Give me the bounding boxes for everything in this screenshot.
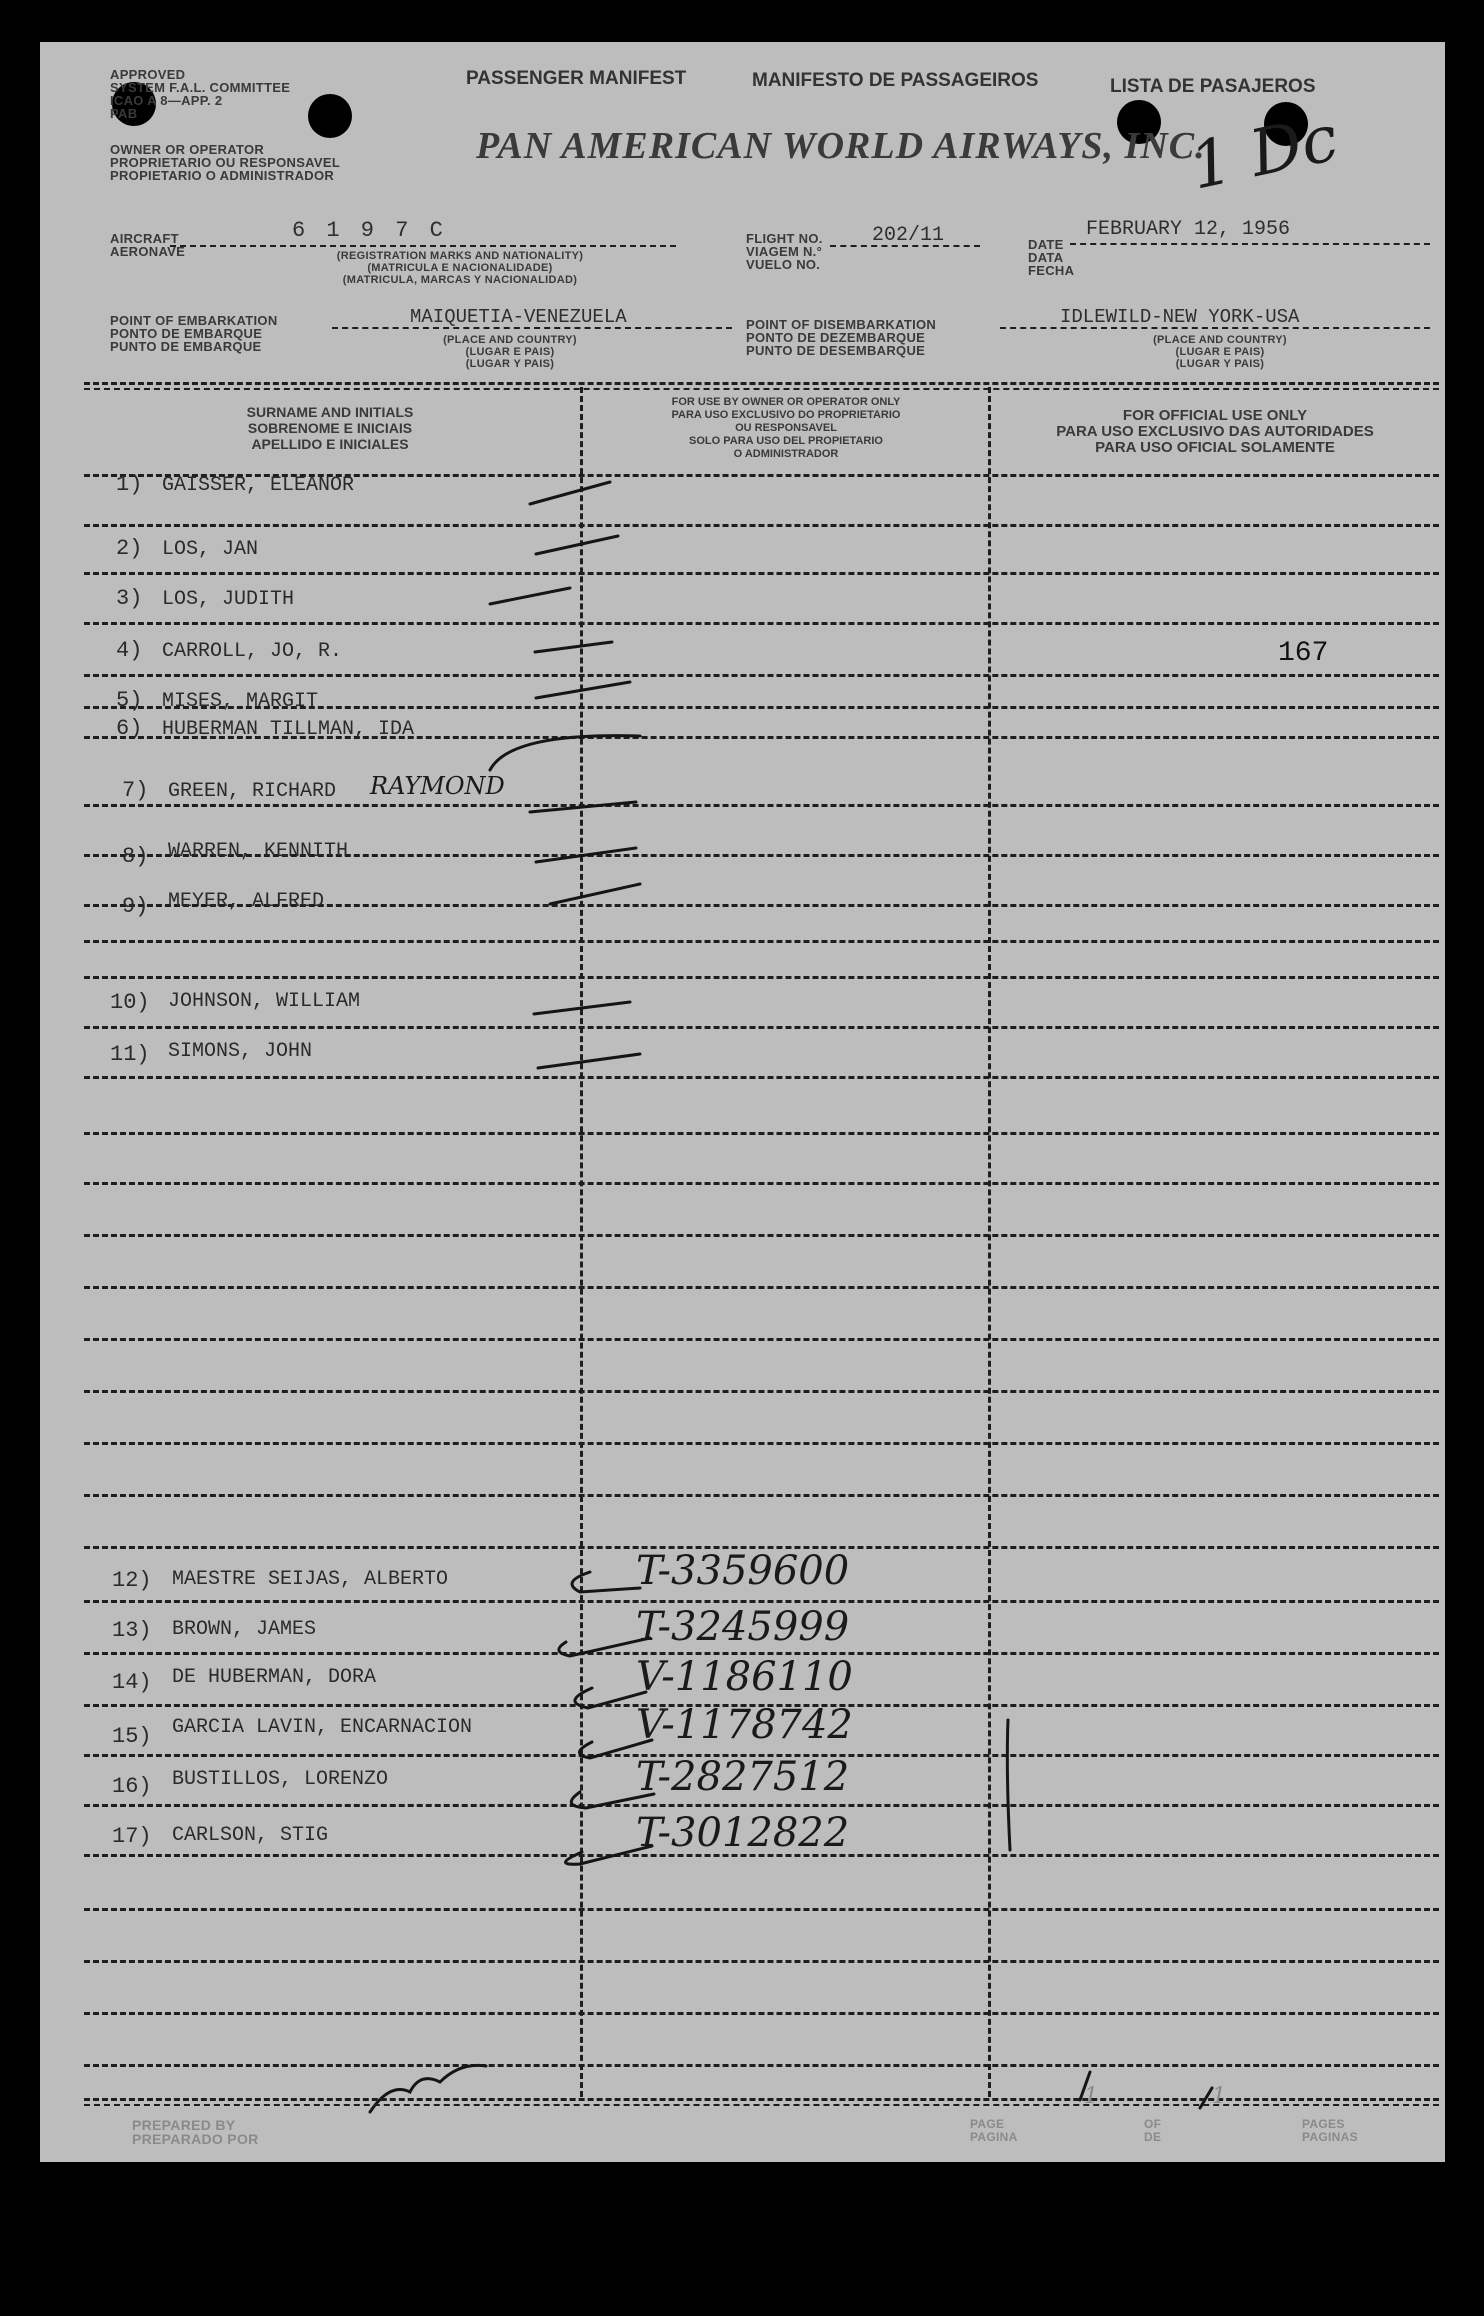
column-header-surname: SURNAME AND INITIALS SOBRENOME E INICIAIS APELLIDO E INICIALES: [246, 404, 414, 452]
passenger-name: GAISSER, ELEANOR: [162, 474, 355, 497]
of-value: 1: [1212, 2084, 1226, 2109]
corner-handwritten-note: 1 Dc: [1183, 101, 1345, 205]
tick-mark: [534, 1002, 630, 1014]
passenger-name: BROWN, JAMES: [172, 1618, 317, 1641]
check-mark: [565, 1846, 652, 1864]
passenger-name: WARREN, KENNITH: [168, 840, 349, 863]
passenger-number: 7): [122, 778, 149, 803]
document-number: T-3245999: [636, 1604, 850, 1650]
embarkation-labels: POINT OF EMBARKATION PONTO DE EMBARQUE PUNTO DE EMBARQUE: [110, 313, 278, 354]
passenger-name: LOS, JAN: [162, 538, 259, 561]
disembarkation-value: IDLEWILD-NEW YORK-USA: [1060, 306, 1300, 328]
tick-mark: [490, 736, 640, 770]
passenger-number: 10): [110, 990, 150, 1015]
check-mark: [559, 1638, 650, 1656]
passenger-number: 15): [112, 1724, 152, 1749]
passenger-name: LOS, JUDITH: [162, 588, 295, 611]
tick-mark: [550, 884, 640, 904]
flight-labels: FLIGHT NO. VIAGEM N.° VUELO NO.: [746, 231, 823, 272]
passenger-name: JOHNSON, WILLIAM: [168, 990, 361, 1013]
passenger-name: BUSTILLOS, LORENZO: [172, 1768, 389, 1791]
check-marks-layer: [40, 42, 1445, 2162]
passenger-number: 11): [110, 1042, 150, 1067]
document-number: V-1178742: [636, 1702, 853, 1748]
page-value: 1: [1084, 2084, 1098, 2109]
passenger-number: 6): [116, 716, 143, 741]
tick-mark: [536, 682, 630, 698]
tick-mark: [530, 482, 610, 504]
passenger-number: 4): [116, 638, 143, 663]
check-mark: [579, 1740, 652, 1758]
embarkation-value: MAIQUETIA-VENEZUELA: [410, 306, 627, 328]
document-number: T-3012822: [636, 1810, 850, 1856]
prepared-by-labels: PREPARED BY PREPARADO POR: [132, 2117, 259, 2147]
passenger-name: GARCIA LAVIN, ENCARNACION: [172, 1716, 473, 1739]
of-labels: OF DE: [1144, 2117, 1162, 2144]
tick-mark: [538, 1054, 640, 1068]
passenger-name: GREEN, RICHARD: [168, 780, 337, 803]
check-mark: [571, 1792, 654, 1808]
passenger-number: 17): [112, 1824, 152, 1849]
approved-block: APPROVED SYSTEM F.A.L. COMMITTEE ICAO A 8—APP. 2 PAB: [110, 67, 291, 121]
passenger-number: 5): [116, 688, 143, 713]
aircraft-value: 6 1 9 7 C: [292, 218, 447, 243]
company-name: PAN AMERICAN WORLD AIRWAYS, INC.: [476, 125, 1206, 167]
date-labels: DATE DATA FECHA: [1028, 237, 1075, 278]
title-english: PASSENGER MANIFEST: [466, 68, 687, 89]
passenger-number: 2): [116, 536, 143, 561]
footer-top-rule: [84, 2098, 1439, 2101]
passenger-number: 14): [112, 1670, 152, 1695]
page-labels: PAGE PAGINA: [970, 2117, 1018, 2144]
disembarkation-labels: POINT OF DISEMBARKATION PONTO DE DEZEMBARQUE PUNTO DE DESEMBARQUE: [746, 317, 937, 358]
passenger-number: 9): [122, 894, 149, 919]
tick-mark: [490, 588, 570, 604]
flight-number-value: 202/11: [872, 224, 945, 247]
passenger-number: 16): [112, 1774, 152, 1799]
check-mark: [572, 1572, 640, 1592]
footer-top-rule-2: [84, 2104, 1439, 2106]
owner-operator-labels: OWNER OR OPERATOR PROPRIETARIO OU RESPONSAVEL PROPIETARIO O ADMINISTRADOR: [110, 142, 341, 183]
aircraft-sublabels: (REGISTRATION MARKS AND NATIONALITY) (MATRICULA E NACIONALIDADE) (MATRICULA, MARCAS Y NACIONALIDAD): [336, 250, 584, 286]
column-header-owner-use: FOR USE BY OWNER OR OPERATOR ONLY PARA USO EXCLUSIVO DO PROPRIETARIO OU RESPONSAVEL SOLO PARA USO DEL PROPIETARIO O ADMINISTRADOR: [671, 396, 901, 460]
passenger-name: DE HUBERMAN, DORA: [172, 1666, 377, 1689]
passenger-number: 8): [122, 844, 149, 869]
passenger-number: 1): [116, 472, 143, 497]
manifest-sheet: [40, 42, 1445, 2162]
document-number: T-3359600: [636, 1548, 850, 1594]
passenger-name: MEYER, ALFRED: [168, 890, 325, 913]
passenger-number: 3): [116, 586, 143, 611]
official-count: 167: [1278, 638, 1329, 669]
pages-labels: PAGES PAGINAS: [1302, 2117, 1358, 2144]
handwritten-correction: RAYMOND: [370, 772, 505, 800]
passenger-name: CARLSON, STIG: [172, 1824, 329, 1847]
date-value: FEBRUARY 12, 1956: [1086, 218, 1291, 241]
check-mark: [575, 1688, 646, 1708]
embarkation-sublabels: (PLACE AND COUNTRY) (LUGAR E PAIS) (LUGAR Y PAIS): [443, 334, 577, 370]
passenger-name: HUBERMAN TILLMAN, IDA: [162, 718, 415, 741]
passenger-name: MAESTRE SEIJAS, ALBERTO: [172, 1568, 449, 1591]
passenger-number: 12): [112, 1568, 152, 1593]
passenger-name: MISES, MARGIT: [162, 690, 319, 713]
column-header-official-use: FOR OFFICIAL USE ONLY PARA USO EXCLUSIVO DAS AUTORIDADES PARA USO OFICIAL SOLAMENTE: [1056, 407, 1374, 456]
passenger-name: SIMONS, JOHN: [168, 1040, 313, 1063]
disembarkation-sublabels: (PLACE AND COUNTRY) (LUGAR E PAIS) (LUGAR Y PAIS): [1153, 334, 1287, 370]
tick-mark: [530, 802, 636, 812]
tick-mark: [536, 536, 618, 554]
passenger-number: 13): [112, 1618, 152, 1643]
title-portuguese: MANIFESTO DE PASSAGEIROS: [752, 70, 1039, 91]
tick-mark: [535, 642, 612, 652]
margin-stroke: [1007, 1720, 1010, 1850]
aircraft-labels: AIRCRAFT AERONAVE: [110, 231, 186, 259]
tick-mark: [536, 848, 636, 862]
document-number: T-2827512: [636, 1754, 850, 1800]
document-number: V-1186110: [636, 1654, 853, 1700]
title-spanish: LISTA DE PASAJEROS: [1110, 76, 1316, 97]
passenger-name: CARROLL, JO, R.: [162, 640, 343, 663]
